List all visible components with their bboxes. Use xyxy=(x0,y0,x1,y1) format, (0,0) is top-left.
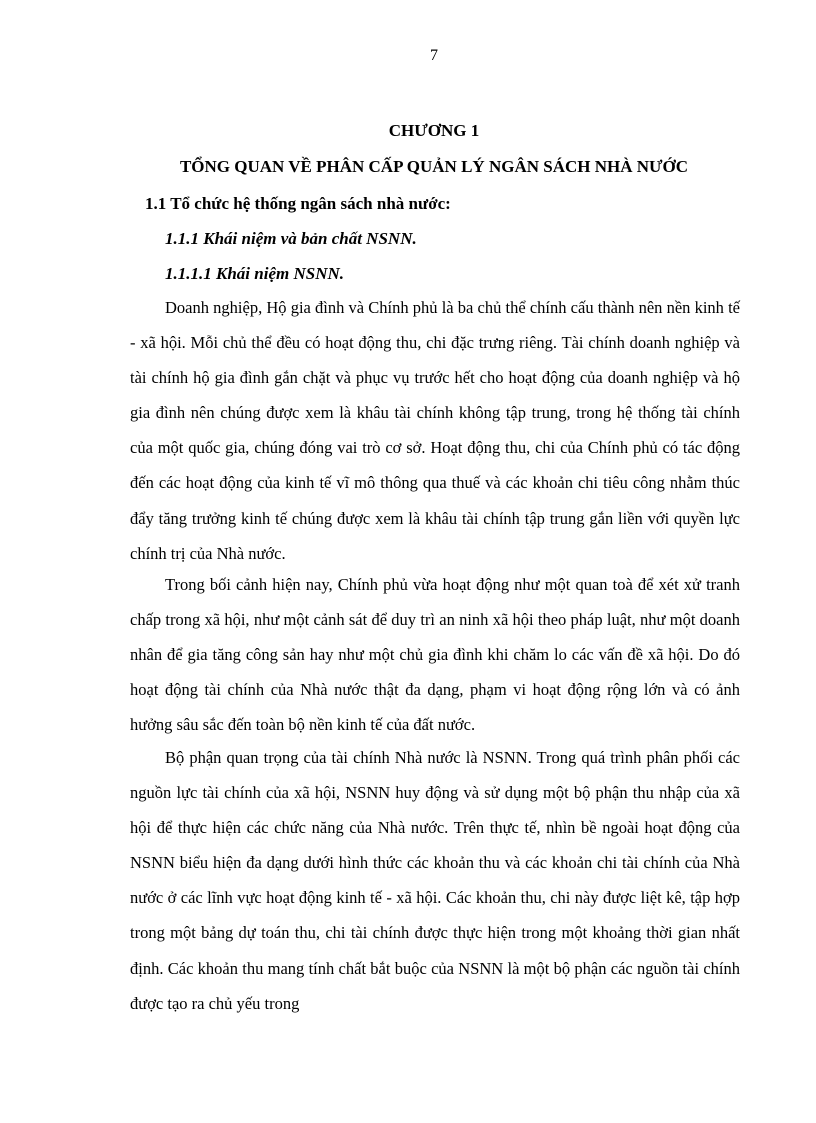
body-paragraph-2: Trong bối cảnh hiện nay, Chính phủ vừa hoạt động như một quan toà để xét xử tranh chấp trong xã hội, như một cảnh sát để duy trì an ninh xã hội theo pháp luật, như một doanh nhân để gia tăng công sản hay như một chủ gia đình khi chăm lo các vấn đề xã hội. Do đó hoạt động tài chính của Nhà nước thật đa dạng, phạm vi hoạt động rộng lớn và có ảnh hưởng sâu sắc đến toàn bộ nền kinh tế của đất nước. xyxy=(130,575,740,735)
subsection-heading: 1.1.1 Khái niệm và bản chất NSNN. xyxy=(165,229,417,248)
page-number: 7 xyxy=(430,47,438,64)
chapter-label: CHƯƠNG 1 xyxy=(388,121,480,140)
chapter-title: TỔNG QUAN VỀ PHÂN CẤP QUẢN LÝ NGÂN SÁCH NHÀ NƯỚC xyxy=(179,157,689,176)
section-heading: 1.1 Tổ chức hệ thống ngân sách nhà nước: xyxy=(145,194,451,213)
body-paragraph-1: Doanh nghiệp, Hộ gia đình và Chính phủ là ba chủ thể chính cấu thành nên nền kinh tế - xã hội. Mỗi chủ thể đều có hoạt động thu, chi đặc trưng riêng. Tài chính doanh nghiệp và tài chính hộ gia đình gắn chặt và phục vụ trước hết cho hoạt động của doanh nghiệp và hộ gia đình nên chúng được xem là khâu tài chính không tập trung, trong hệ thống tài chính của một quốc gia, chúng đóng vai trò cơ sở. Hoạt động thu, chi của Chính phủ có tác động đến các hoạt động của kinh tế vĩ mô thông qua thuế và các khoản chi tiêu công nhằm thúc đẩy tăng trưởng kinh tế chúng được xem là khâu tài chính tập trung gắn liền với quyền lực chính trị của Nhà nước. xyxy=(130,298,740,563)
body-paragraph-3: Bộ phận quan trọng của tài chính Nhà nước là NSNN. Trong quá trình phân phối các nguồn lực tài chính của xã hội, NSNN huy động và sử dụng một bộ phận thu nhập của xã hội để thực hiện các chức năng của Nhà nước. Trên thực tế, nhìn bề ngoài hoạt động của NSNN biểu hiện đa dạng dưới hình thức các khoản thu và các khoản chi tài chính của Nhà nước ở các lĩnh vực hoạt động kinh tế - xã hội. Các khoản thu, chi này được liệt kê, tập hợp trong một bảng dự toán thu, chi tài chính được thực hiện trong một khoảng thời gian nhất định. Các khoản thu mang tính chất bắt buộc của NSNN là một bộ phận các nguồn tài chính được tạo ra chủ yếu trong xyxy=(130,748,740,1013)
subsubsection-heading: 1.1.1.1 Khái niệm NSNN. xyxy=(165,264,344,283)
